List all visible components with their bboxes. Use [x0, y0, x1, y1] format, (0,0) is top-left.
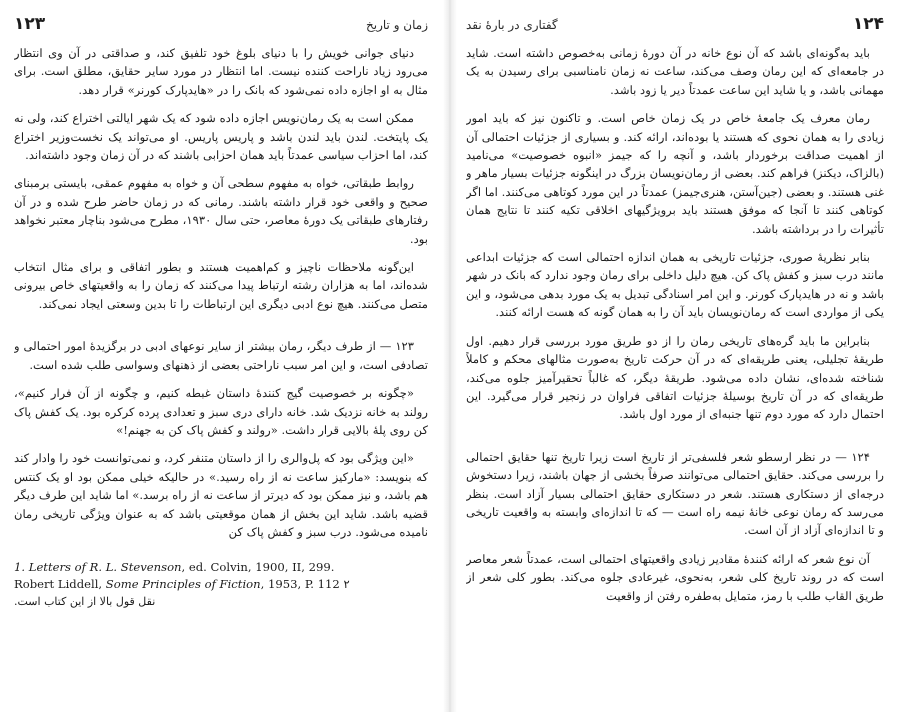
paragraph: رمان معرف یک جامعهٔ خاص در یک زمان خاص است. و تاکنون نیز که باید امور زیادی را به همان نحوی که هستند یا بوده‌اند، ارائه کند. و بسیاری از جزئیات احتمالی آن از اهمیت صداقت برخوردار باشد، و آنچه را که جیمز «انبوه خصوصیت» می‌نامید (بالزاک، دیکنز) فراهم کند. بعضی از رمان‌نویسان بزرگ در اینگونه جزئیات بسیار ماهر و غنی هستند. و بعضی (جین‌آستن، هنری‌جیمز) عمدتاً در این مورد کوتاهی می‌کنند. اما اگر کوتاهی کنند تا آنجا که موفق هستند باید برویژگیهای اخلاقی تکیه کنند تا نتایج همان تأثیرات را در برداشته باشد. — [466, 111, 884, 236]
section-paragraph: ۱۲۴ — در نظر ارسطو شعر فلسفی‌تر از تاریخ است زیرا تاریخ تنها حقایق احتمالی را بررسی می‌کند. حقایق احتمالی می‌توانند صرفاً بخشی از جهان باشند، زیرا دستخوش درجه‌ای از دستکاری هستند. شعر در دستکاری حقایق احتمالی بسیار آزاد است. بنظر می‌رسد که رمان نوعی خانهٔ نیمه راه است — که تا اندازه‌ای وابسته به واقعیت تاریخی و تا اندازه‌ای آزاد از آن است. — [466, 449, 884, 538]
section-paragraph: ۱۲۳ — از طرف دیگر، رمان بیشتر از سایر نوعهای ادبی در برگزیدهٔ امور احتمالی و تصادفی است، و این امر سبب ناراحتی بعضی از ذهنهای وسواسی طلب شده است. — [14, 339, 428, 372]
quotation-paragraph: «این ویژگی بود که پل‌والری را از داستان متنفر کرد، و نمی‌توانست خود را وادار کند که بنویسد: «مارکیز ساعت نه از راه رسید.» در حالیکه خیلی ممکن بود او یک کنتس هم باشد، و نیز ممکن بود که دیرتر از ساعت نه از راه برسد.» اما شاید این طرف دیگر قضیه باشد. شاید این بخش از همان موقعیتی باشد که به عنوان ویژگی تاریخی رمان نامیده می‌شود. درب سبز و کفش پاک کن — [14, 451, 428, 539]
page-number: ۱۲۴ — [852, 14, 884, 34]
footnote-2-title: Some Principles of Fiction — [105, 577, 261, 592]
paragraph: آن نوع شعر که ارائه کنندهٔ مقادیر زیادی واقعیتهای احتمالی است، عمدتاً شعر معاصر است که در روند تاریخ کلی شعر، به‌نحوی، غیرعادی جلوه می‌کند. بطور کلی شعر از طریق القاب طلب با رمز، متمایل به‌طفره رفتن از واقعیت — [466, 551, 884, 603]
footnote-2-note: نقل قول بالا از این کتاب است. — [14, 595, 156, 609]
footnote-1-rest: , ed. Colvin, 1900, II, 299. — [181, 560, 335, 575]
paragraph: باید به‌گونه‌ای باشد که آن نوع خانه در آن دورهٔ زمانی به‌خصوص داشته است. شاید در جامعه‌ای که این رمان وصف می‌کند، ساعت نه زمان نامناسبی برای رسیدن به یک مهمانی باشد، و یا شاید این ساعت عمدتاً دیر یا زود باشد. — [466, 46, 884, 97]
page-gutter — [443, 0, 457, 712]
left-page — [14, 0, 428, 712]
running-title: گفتاری در بارهٔ نقد — [466, 18, 558, 32]
footnote-2 — [14, 576, 428, 593]
footnote-1 — [14, 559, 428, 576]
page-number: ۱۲۳ — [14, 14, 46, 34]
footnote-2-author: Robert Liddell, — [14, 577, 106, 592]
right-page-header — [466, 14, 884, 40]
paragraph: ممکن است به یک رمان‌نویس اجازه داده شود که یک شهر ایالتی اختراع کند، ولی نه یک پایتخت. لندن باید لندن باشد و پاریس پاریس. او می‌تواند یک نخست‌وزیر اختراع کند، اما احزاب سیاسی عمدتاً باید همان احزابی باشند که در آن زمان وجود داشته‌اند. — [14, 111, 428, 163]
right-page — [466, 0, 884, 712]
quotation-paragraph: «چگونه بر خصوصیت گیج کنندهٔ داستان غبطه کنیم، و چگونه از آن فرار کنیم»، رولند به خانه نزدیک شد. خانه دارای دری سبز و تعدادی پرده کرکره بود. یک کفش پاک کن روی پلهٔ بالایی قرار داشت. «رولند و کفش پاک کن به جهنم!» — [14, 386, 428, 437]
left-page-header — [14, 14, 428, 40]
paragraph: بنابر نظریهٔ صوری، جزئیات تاریخی به همان اندازه احتمالی است که جزئیات ابداعی مانند درب سبز و کفش پاک کن. هیچ دلیل داخلی برای رمان وجود ندارد که بانک در شهر باشد و نه در هایدپارک کورنر. و این امر اسنادگی تبدیل به یک مورد بدهی می‌شود، و این یکی از مواردی است که رمان‌نویسان باید آن را به همان گونه که هست ارائه کنند. — [466, 250, 884, 320]
paragraph: این‌گونه ملاحظات ناچیز و کم‌اهمیت هستند و بطور اتفاقی و برای مثال انتخاب شده‌اند، اما به هزاران رشته ارتباط پیدا می‌کنند که زمان را به واقعیتهای خاص بیرونی متصل می‌کنند. هیچ نوع ادبی دیگری این ارتباطات را تا بدین وسعتی ایجاد نمی‌کند. — [14, 260, 428, 311]
paragraph: بنابراین ما باید گره‌های تاریخی رمان را از دو طریق مورد بررسی قرار دهیم. اول طریقهٔ تجلیلی، یعنی طریقه‌ای که در آن حرکت تاریخ به‌صورت مثالهای محکم و کاملاً شناخته شده‌ای، نشان داده می‌شود. طریقهٔ دیگر، که غالباً تحقیرآمیز جلوه می‌کند، طریقه‌ای که در آن تاریخ بوسیلهٔ جزئیات اتفاقی فراوان در زنجیر قرار می‌گیرد. این احتمال دارد که مورد دوم تنها جنبه‌ای از مورد اول باشد. — [466, 333, 884, 422]
footnote-2-rest: , 1953, P. 112 ۲ — [260, 577, 350, 592]
running-title: زمان و تاریخ — [366, 18, 428, 32]
footnote-1-title: 1. Letters of R. L. Stevenson — [14, 560, 182, 575]
paragraph: روابط طبقاتی، خواه به مفهوم سطحی آن و خواه به مفهوم عمقی، بایستی برمبنای صحیح و واقعی خود قرار داشته باشند. رمانی که در زمان حاضر طرح شده و در آن رفتارهای طبقاتی یک دورهٔ معاصر، حتی سال ۱۹۳۰، مطرح می‌شود بناچار معتبر نخواهد بود. — [14, 176, 428, 246]
paragraph: دنیای جوانی خویش را با دنیای بلوغ خود تلفیق کند، و صداقتی در آن وی انتظار می‌رود زیاد ناراحت کننده نیست. اما انتظار در مورد سایر حقایق، مطلق است. برای مثال به او اجازه داده نمی‌شود که بانک را در «هایدپارک کورنر» قرار دهد. — [14, 46, 428, 97]
